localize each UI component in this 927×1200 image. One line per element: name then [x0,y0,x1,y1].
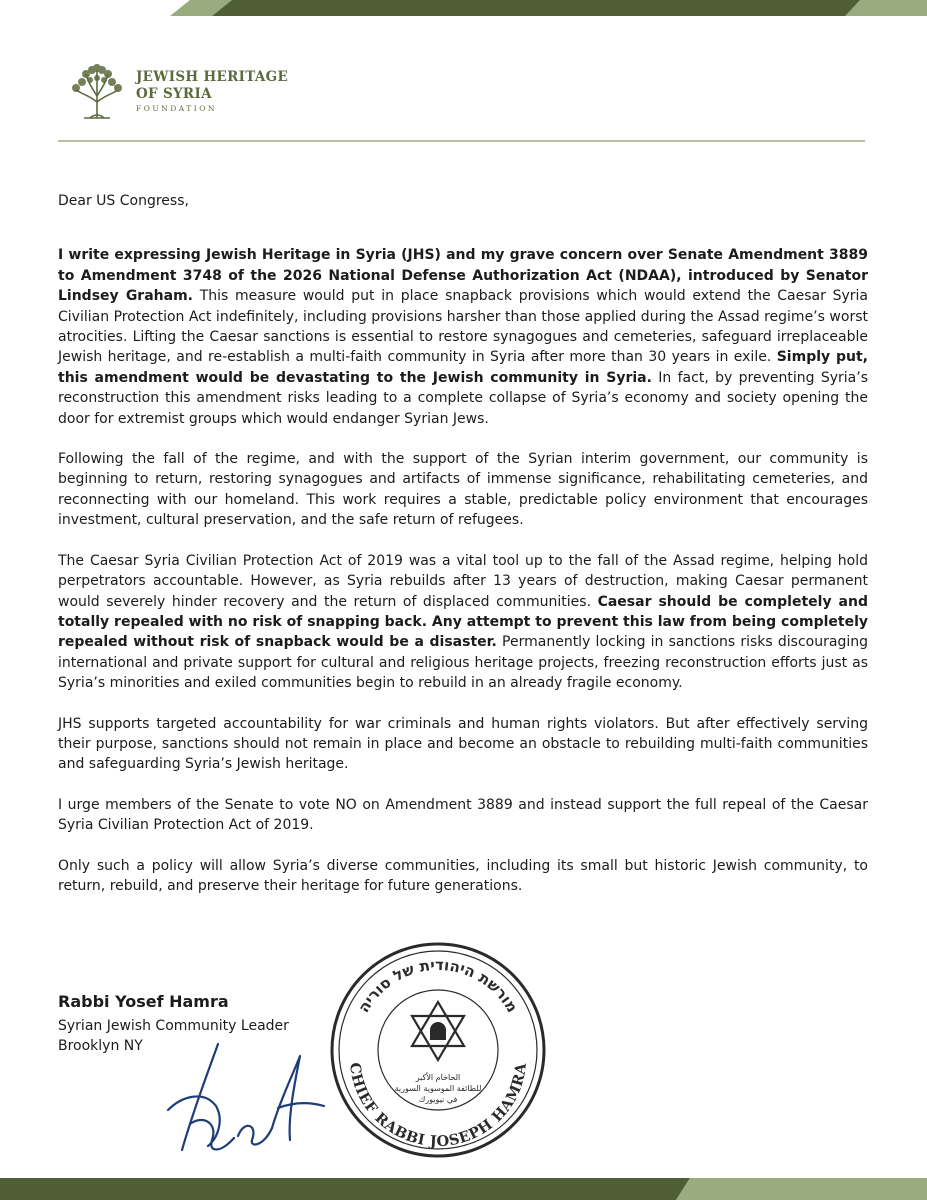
letter-body [58,191,868,916]
paragraph-6: Only such a policy will allow Syria’s diverse communities, including its small but historic Jewish community, to return, rebuild, and preserve their heritage for future generations. [58,857,868,894]
paragraph-5: I urge members of the Senate to vote NO on Amendment 3889 and instead support the full repeal of the Caesar Syria Civilian Protection Act of 2019. [58,796,868,834]
handwritten-signature [160,1028,330,1163]
seal-english-text: CHIEF RABBI JOSEPH HAMRA [345,1061,531,1151]
logo-line-2: OF SYRIA [136,85,212,102]
signer-name: Rabbi Yosef Hamra [58,992,229,1011]
logo-line-1: JEWISH HERITAGE [136,69,289,86]
seal-arabic-line-2: للطائفة الموسوية السورية [394,1084,482,1093]
p1-text-2: In fact, by preventing Syria’s reconstruction this amendment risks leading to a complete collapse of Syria’s economy and society opening the door for extremist groups which would endanger Syrian Jews. [58,369,868,427]
top-decorative-bar [0,0,927,16]
header-divider [58,140,865,142]
signer-location: Brooklyn NY [58,1038,143,1054]
bottom-decorative-bar [0,1178,927,1200]
seal-arabic-line-3: في نيويورك [418,1095,458,1104]
paragraph-4: JHS supports targeted accountability for war criminals and human rights violators. But after effectively serving their purpose, sanctions should not remain in place and become an obstacle to rebuilding multi-faith communities and safeguarding Syria’s Jewish heritage. [58,715,868,773]
paragraph-1 [58,245,868,429]
signer-title: Syrian Jewish Community Leader [58,1018,289,1034]
seal-arabic-line-1: الحاخام الأكبر [415,1073,461,1082]
foundation-logo [68,64,288,120]
star-of-david-seal-icon [328,940,548,1160]
paragraph-3 [58,551,868,694]
p1-text-1: This measure would put in place snapback provisions which would extend the Caesar Syria Civilian Protection Act indefinitely, including provisions harsher than those applied during the Assad regime’s worst atrocities. Lifting the Caesar sanctions is essential to restore synagogues and cemeteries, safeguard irreplaceable Jewish heritage, and re-establish a multi-faith community in Syria after more than 30 years in exile. [58,288,869,366]
paragraph-2: Following the fall of the regime, and with the support of the Syrian interim government, our community is beginning to return, restoring synagogues and artifacts of immense significance, rehabilitating cemeteries, and reconnecting with our homeland. This work requires a stable, predictable policy environment that encourages investment, cultural preservation, and the safe return of refugees. [58,451,868,529]
p3-text-2: Permanently locking in sanctions risks discouraging international and private support for cultural and religious heritage projects, freezing reconstruction efforts just as Syria’s minorities and exiled communities begin to rebuild in an already fragile economy. [58,634,868,692]
p3-text-1: The Caesar Syria Civilian Protection Act of 2019 was a vital tool up to the fall of the Assad regime, helping hold perpetrators accountable. However, as Syria rebuilds after 13 years of destruction, making Caesar permanent would severely hinder recovery and the return of displaced communities. [58,552,868,610]
p3-bold: Caesar should be completely and totally repealed with no risk of snapping back. Any attempt to prevent this law from being completely repealed without risk of snapback would be a disaster. [58,593,868,651]
p1-bold-1: I write expressing Jewish Heritage in Syria (JHS) and my grave concern over Senate Amendment 3889 to Amendment 3748 of the 2026 National Defense Authorization Act (NDAA), introduced by Senator Lindsey Graham. [58,247,868,305]
logo-line-3: FOUNDATION [136,104,217,114]
greeting: Dear US Congress, [58,193,189,209]
p1-bold-2: Simply put, this amendment would be devastating to the Jewish community in Syria. [58,349,868,386]
tree-icon [68,64,126,120]
seal-hebrew-text: מורשת היהודית של סוריה [354,955,522,1016]
